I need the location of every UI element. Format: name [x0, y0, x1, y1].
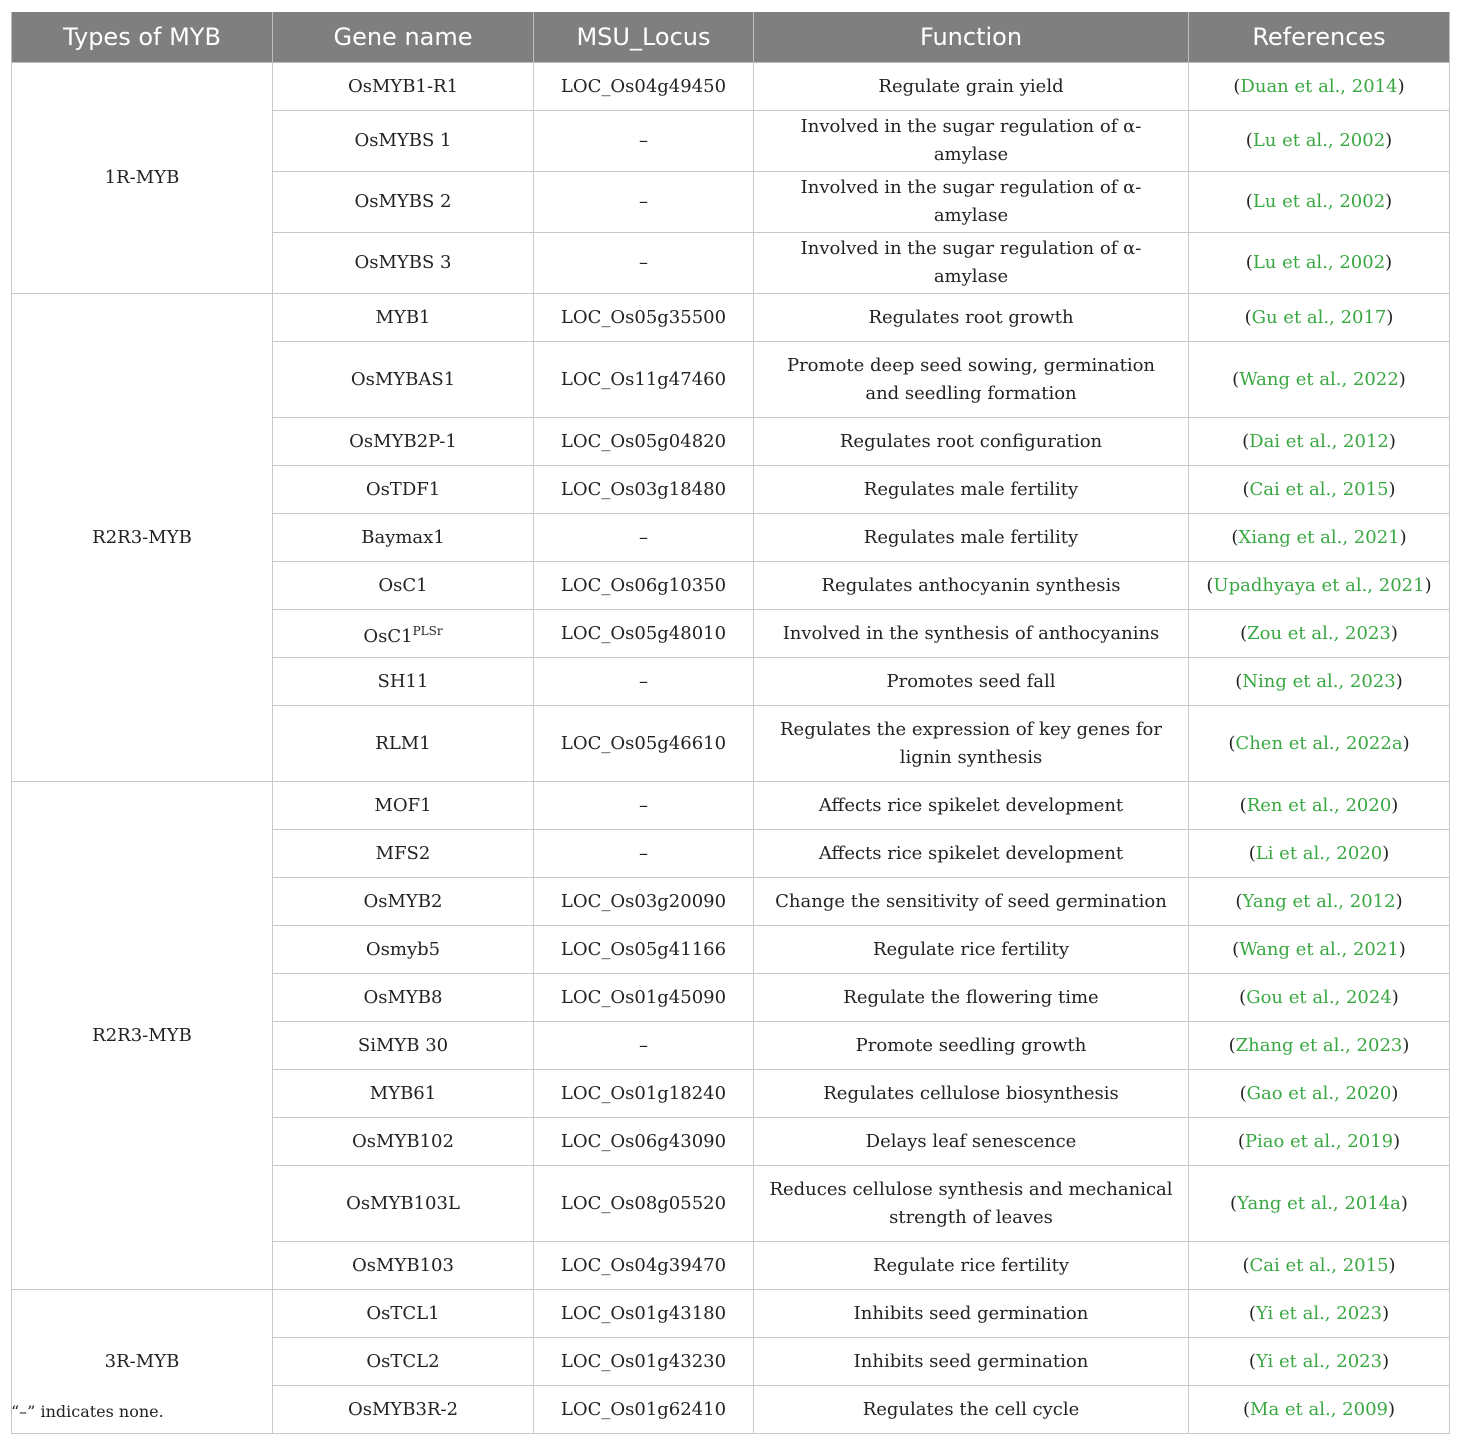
- reference-cell: (Yi et al., 2023): [1189, 1290, 1450, 1338]
- reference-link[interactable]: Yang et al., 2012: [1242, 890, 1396, 912]
- function-cell: Promote seedling growth: [754, 1022, 1189, 1070]
- header-msu-locus: MSU_Locus: [534, 12, 754, 63]
- msu-locus-cell: LOC_Os01g18240: [534, 1070, 754, 1118]
- function-cell: Regulates the cell cycle: [754, 1386, 1189, 1434]
- gene-name-cell: [273, 878, 534, 926]
- reference-cell: (Gou et al., 2024): [1189, 974, 1450, 1022]
- gene-name-cell: [273, 830, 534, 878]
- function-cell: Affects rice spikelet development: [754, 782, 1189, 830]
- reference-cell: (Li et al., 2020): [1189, 830, 1450, 878]
- table-row: [12, 63, 1450, 111]
- reference-cell: (Gu et al., 2017): [1189, 294, 1450, 342]
- function-cell: Inhibits seed germination: [754, 1338, 1189, 1386]
- gene-name-cell: [273, 610, 534, 658]
- msu-locus-cell: LOC_Os05g48010: [534, 610, 754, 658]
- gene-name: OsTCL1: [366, 1302, 440, 1324]
- function-cell: Affects rice spikelet development: [754, 830, 1189, 878]
- gene-name: Baymax1: [361, 526, 445, 548]
- msu-locus-cell: –: [534, 1022, 754, 1070]
- function-cell: Involved in the synthesis of anthocyanins: [754, 610, 1189, 658]
- reference-cell: (Gao et al., 2020): [1189, 1070, 1450, 1118]
- reference-link[interactable]: Lu et al., 2002: [1252, 191, 1386, 212]
- reference-link[interactable]: Duan et al., 2014: [1240, 75, 1398, 97]
- gene-name-cell: [273, 782, 534, 830]
- gene-name-cell: [273, 514, 534, 562]
- table-row: [12, 294, 1450, 342]
- gene-name-cell: [273, 1118, 534, 1166]
- function-cell: Change the sensitivity of seed germination: [754, 878, 1189, 926]
- msu-locus-cell: –: [534, 233, 754, 294]
- function-cell: Regulate rice fertility: [754, 1242, 1189, 1290]
- reference-cell: (Zhang et al., 2023): [1189, 1022, 1450, 1070]
- reference-link[interactable]: Piao et al., 2019: [1244, 1130, 1394, 1152]
- header-function: Function: [754, 12, 1189, 63]
- table-footnote: “–” indicates none.: [11, 1402, 164, 1421]
- msu-locus-cell: LOC_Os08g05520: [534, 1166, 754, 1242]
- msu-locus-cell: LOC_Os01g62410: [534, 1386, 754, 1434]
- function-cell: Promotes seed fall: [754, 658, 1189, 706]
- gene-name-cell: [273, 658, 534, 706]
- gene-name-cell: [273, 1070, 534, 1118]
- reference-link[interactable]: Gao et al., 2020: [1246, 1082, 1392, 1104]
- reference-link[interactable]: Xiang et al., 2021: [1238, 526, 1400, 548]
- gene-name: OsMYB3R-2: [347, 1398, 459, 1420]
- reference-link[interactable]: Gou et al., 2024: [1246, 986, 1392, 1008]
- gene-name-cell: [273, 63, 534, 111]
- reference-cell: (Zou et al., 2023): [1189, 610, 1450, 658]
- reference-link[interactable]: Ren et al., 2020: [1246, 794, 1392, 816]
- msu-locus-cell: LOC_Os01g43180: [534, 1290, 754, 1338]
- gene-name-cell: [273, 342, 534, 418]
- gene-name-cell: [273, 926, 534, 974]
- reference-cell: (Yang et al., 2014a): [1189, 1166, 1450, 1242]
- reference-cell: (Upadhyaya et al., 2021): [1189, 562, 1450, 610]
- reference-link[interactable]: Chen et al., 2022a: [1235, 732, 1403, 754]
- msu-locus-cell: –: [534, 514, 754, 562]
- table-body: [12, 63, 1450, 1434]
- msu-locus-cell: LOC_Os01g45090: [534, 974, 754, 1022]
- reference-link[interactable]: Upadhyaya et al., 2021: [1213, 574, 1425, 596]
- gene-name: OsMYB103L: [346, 1192, 460, 1214]
- reference-cell: (Yang et al., 2012): [1189, 878, 1450, 926]
- gene-name-cell: [273, 1290, 534, 1338]
- gene-superscript: PLSr: [412, 623, 443, 638]
- function-cell: Inhibits seed germination: [754, 1290, 1189, 1338]
- msu-locus-cell: LOC_Os05g04820: [534, 418, 754, 466]
- reference-cell: (Ma et al., 2009): [1189, 1386, 1450, 1434]
- function-cell: Regulate the flowering time: [754, 974, 1189, 1022]
- gene-name: OsTDF1: [365, 478, 441, 500]
- msu-locus-cell: LOC_Os05g46610: [534, 706, 754, 782]
- gene-name-cell: [273, 294, 534, 342]
- msu-locus-cell: LOC_Os06g43090: [534, 1118, 754, 1166]
- myb-type-cell: R2R3-MYB: [12, 782, 273, 1290]
- function-cell: Regulates male fertility: [754, 514, 1189, 562]
- reference-link[interactable]: Lu et al., 2002: [1252, 252, 1386, 273]
- gene-name-cell: [273, 1022, 534, 1070]
- function-cell: Delays leaf senescence: [754, 1118, 1189, 1166]
- reference-cell: (Lu et al., 2002): [1189, 233, 1450, 294]
- function-cell: Regulate rice fertility: [754, 926, 1189, 974]
- gene-name: OsC1: [363, 625, 413, 647]
- reference-cell: (Lu et al., 2002): [1189, 172, 1450, 233]
- function-cell: Regulates cellulose biosynthesis: [754, 1070, 1189, 1118]
- reference-cell: (Dai et al., 2012): [1189, 418, 1450, 466]
- myb-type-cell: R2R3-MYB: [12, 294, 273, 782]
- reference-link[interactable]: Zou et al., 2023: [1247, 622, 1391, 644]
- gene-name-cell: [273, 1242, 534, 1290]
- reference-link[interactable]: Dai et al., 2012: [1249, 430, 1389, 452]
- gene-name: OsMYBS 1: [354, 130, 452, 151]
- reference-link[interactable]: Cai et al., 2015: [1249, 478, 1389, 500]
- gene-name-cell: [273, 562, 534, 610]
- gene-name: OsMYBAS1: [350, 368, 456, 390]
- reference-link[interactable]: Li et al., 2020: [1255, 842, 1383, 864]
- gene-name: OsMYB103: [352, 1254, 454, 1276]
- reference-link[interactable]: Yi et al., 2023: [1255, 1350, 1383, 1372]
- function-cell: Promote deep seed sowing, germination and seedling formation: [754, 342, 1189, 418]
- myb-gene-table: [11, 12, 1450, 1434]
- myb-type-cell: 1R-MYB: [12, 63, 273, 294]
- msu-locus-cell: LOC_Os03g18480: [534, 466, 754, 514]
- gene-name: OsMYB1-R1: [347, 75, 459, 97]
- gene-name: MOF1: [374, 794, 432, 816]
- gene-name: Osmyb5: [365, 938, 441, 960]
- gene-name: SH11: [377, 670, 429, 692]
- gene-name: SiMYB 30: [357, 1034, 449, 1056]
- msu-locus-cell: –: [534, 658, 754, 706]
- reference-link[interactable]: Wang et al., 2021: [1239, 938, 1399, 960]
- msu-locus-cell: LOC_Os01g43230: [534, 1338, 754, 1386]
- reference-cell: (Duan et al., 2014): [1189, 63, 1450, 111]
- msu-locus-cell: LOC_Os03g20090: [534, 878, 754, 926]
- reference-cell: (Wang et al., 2022): [1189, 342, 1450, 418]
- reference-link[interactable]: Ning et al., 2023: [1242, 670, 1396, 692]
- reference-cell: (Wang et al., 2021): [1189, 926, 1450, 974]
- gene-name: OsMYB2P-1: [349, 430, 457, 452]
- function-cell: Involved in the sugar regulation of α-amylase: [754, 233, 1189, 294]
- function-cell: Regulates male fertility: [754, 466, 1189, 514]
- reference-link[interactable]: Lu et al., 2002: [1252, 130, 1386, 151]
- header-gene-name: Gene name: [273, 12, 534, 63]
- reference-cell: (Piao et al., 2019): [1189, 1118, 1450, 1166]
- myb-type-cell: 3R-MYB: [12, 1290, 273, 1434]
- reference-cell: (Cai et al., 2015): [1189, 466, 1450, 514]
- msu-locus-cell: LOC_Os05g41166: [534, 926, 754, 974]
- gene-name: OsTCL2: [366, 1350, 440, 1372]
- reference-cell: (Ren et al., 2020): [1189, 782, 1450, 830]
- gene-name-cell: [273, 974, 534, 1022]
- gene-name: OsMYBS 3: [354, 252, 452, 273]
- function-cell: Involved in the sugar regulation of α-amylase: [754, 111, 1189, 172]
- function-cell: Regulates root growth: [754, 294, 1189, 342]
- gene-name: OsMYB2: [363, 890, 443, 912]
- reference-link[interactable]: Zhang et al., 2023: [1235, 1034, 1403, 1056]
- gene-name: OsC1: [378, 574, 428, 596]
- function-cell: Involved in the sugar regulation of α-amylase: [754, 172, 1189, 233]
- reference-link[interactable]: Gu et al., 2017: [1251, 306, 1387, 328]
- gene-name-cell: [273, 172, 534, 233]
- gene-name: OsMYB102: [352, 1130, 454, 1152]
- msu-locus-cell: LOC_Os04g49450: [534, 63, 754, 111]
- reference-link[interactable]: Ma et al., 2009: [1250, 1398, 1388, 1420]
- reference-link[interactable]: Yang et al., 2014a: [1237, 1192, 1401, 1214]
- gene-name: MFS2: [375, 842, 431, 864]
- gene-name-cell: [273, 1166, 534, 1242]
- msu-locus-cell: –: [534, 830, 754, 878]
- gene-name: MYB1: [375, 306, 431, 328]
- function-cell: Regulate grain yield: [754, 63, 1189, 111]
- function-cell: Regulates anthocyanin synthesis: [754, 562, 1189, 610]
- gene-name: OsMYB8: [363, 986, 443, 1008]
- reference-link[interactable]: Wang et al., 2022: [1239, 368, 1399, 390]
- gene-name-cell: [273, 466, 534, 514]
- msu-locus-cell: –: [534, 782, 754, 830]
- table-row: [12, 1290, 1450, 1338]
- reference-cell: (Chen et al., 2022a): [1189, 706, 1450, 782]
- msu-locus-cell: –: [534, 111, 754, 172]
- msu-locus-cell: LOC_Os04g39470: [534, 1242, 754, 1290]
- msu-locus-cell: LOC_Os05g35500: [534, 294, 754, 342]
- function-cell: Regulates the expression of key genes for lignin synthesis: [754, 706, 1189, 782]
- function-cell: Regulates root configuration: [754, 418, 1189, 466]
- gene-name: OsMYBS 2: [354, 191, 452, 212]
- function-cell: Reduces cellulose synthesis and mechanical strength of leaves: [754, 1166, 1189, 1242]
- reference-cell: (Cai et al., 2015): [1189, 1242, 1450, 1290]
- reference-cell: (Xiang et al., 2021): [1189, 514, 1450, 562]
- reference-cell: (Lu et al., 2002): [1189, 111, 1450, 172]
- gene-name: MYB61: [369, 1082, 437, 1104]
- msu-locus-cell: LOC_Os06g10350: [534, 562, 754, 610]
- msu-locus-cell: LOC_Os11g47460: [534, 342, 754, 418]
- gene-name-cell: [273, 111, 534, 172]
- reference-link[interactable]: Cai et al., 2015: [1249, 1254, 1389, 1276]
- gene-name-cell: [273, 233, 534, 294]
- gene-name: RLM1: [375, 732, 431, 754]
- reference-link[interactable]: Yi et al., 2023: [1255, 1302, 1383, 1324]
- gene-name-cell: [273, 1338, 534, 1386]
- gene-name-cell: [273, 1386, 534, 1434]
- gene-name-cell: [273, 706, 534, 782]
- table-header-row: [12, 12, 1450, 63]
- gene-name-cell: [273, 418, 534, 466]
- header-references: References: [1189, 12, 1450, 63]
- table-row: [12, 782, 1450, 830]
- header-types: Types of MYB: [12, 12, 273, 63]
- reference-cell: (Ning et al., 2023): [1189, 658, 1450, 706]
- msu-locus-cell: –: [534, 172, 754, 233]
- reference-cell: (Yi et al., 2023): [1189, 1338, 1450, 1386]
